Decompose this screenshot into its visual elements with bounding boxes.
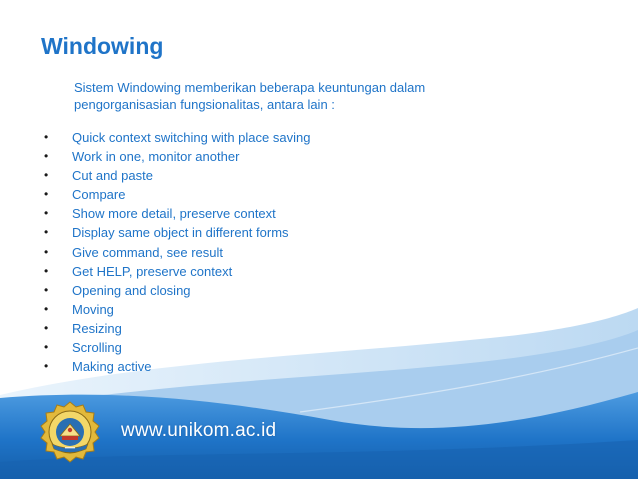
- list-item: [42, 185, 310, 204]
- bullet-icon: •: [44, 168, 49, 183]
- bullet-icon: •: [44, 282, 49, 297]
- bullet-icon: •: [44, 206, 49, 221]
- intro-line-1: Sistem Windowing memberikan beberapa keuntungan dalam: [74, 80, 426, 95]
- list-item: [42, 338, 310, 357]
- list-item: [42, 166, 310, 185]
- bullet-list: [42, 128, 310, 376]
- list-item-text: Moving: [72, 301, 114, 317]
- intro-paragraph: [74, 80, 494, 113]
- list-item: [42, 128, 310, 147]
- list-item-text: Making active: [72, 359, 152, 375]
- unikom-seal-logo-icon: [38, 400, 102, 464]
- list-item-text: Get HELP, preserve context: [72, 263, 233, 279]
- list-item-text: Compare: [72, 187, 126, 203]
- bullet-icon: •: [44, 320, 49, 335]
- list-item: [42, 262, 310, 281]
- list-item-text: Cut and paste: [72, 168, 153, 184]
- list-item: [42, 357, 310, 376]
- list-item-text: Work in one, monitor another: [72, 149, 240, 165]
- bullet-icon: •: [44, 244, 49, 259]
- bullet-icon: •: [44, 263, 49, 278]
- bullet-icon: •: [44, 340, 49, 355]
- list-item: [42, 204, 310, 223]
- list-item: [42, 243, 310, 262]
- bullet-icon: •: [44, 301, 49, 316]
- list-item: [42, 223, 310, 242]
- list-item-text: Show more detail, preserve context: [72, 206, 276, 222]
- list-item-text: Quick context switching with place saving: [72, 130, 311, 145]
- list-item: [42, 147, 310, 166]
- list-item-text: Resizing: [72, 320, 122, 336]
- bullet-icon: •: [44, 187, 49, 202]
- list-item-text: Give command, see result: [72, 244, 224, 260]
- list-item: [42, 300, 310, 319]
- bullet-icon: •: [44, 149, 49, 164]
- list-item: [42, 281, 310, 300]
- intro-line-2: pengorganisasian fungsionalitas, antara lain :: [74, 96, 335, 112]
- list-item-text: Opening and closing: [72, 282, 191, 298]
- list-item: [42, 319, 310, 338]
- list-item-text: Display same object in different forms: [72, 225, 289, 241]
- bullet-icon: •: [44, 359, 49, 374]
- bullet-icon: •: [44, 130, 49, 144]
- list-item-text: Scrolling: [72, 340, 122, 356]
- slide-title: Windowing: [41, 33, 164, 59]
- website-url: www.unikom.ac.id: [121, 420, 277, 441]
- bullet-icon: •: [44, 225, 49, 240]
